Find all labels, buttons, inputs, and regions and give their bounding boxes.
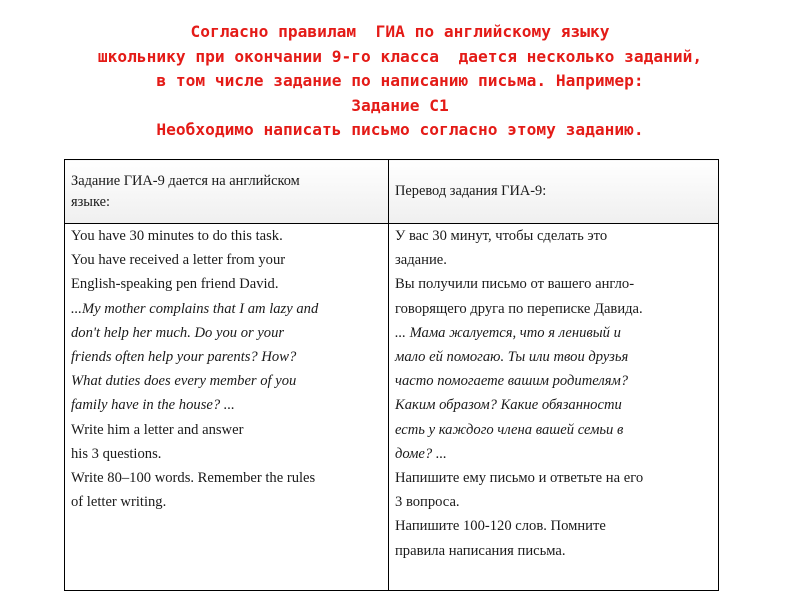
russian-line: задание. bbox=[395, 252, 447, 269]
russian-letter-excerpt-line: часто помогаете вашим родителям? bbox=[395, 373, 629, 390]
english-line: You have received a letter from your bbox=[71, 252, 286, 269]
heading-line-5: Необходимо написать письмо согласно этому заданию. bbox=[156, 120, 644, 140]
russian-line: говорящего друга по переписке Давида. bbox=[395, 300, 643, 317]
english-line: his 3 questions. bbox=[71, 445, 162, 462]
heading-line-1: Согласно правилам ГИА по английскому языку bbox=[190, 22, 610, 41]
russian-letter-excerpt-line: доме? ... bbox=[395, 445, 447, 462]
russian-line: Напишите ему письмо и ответьте на его bbox=[395, 470, 644, 487]
header-left-line-2: языке: bbox=[71, 193, 110, 210]
russian-translation-cell bbox=[389, 224, 719, 591]
russian-line: правила написания письма. bbox=[395, 542, 566, 559]
header-right-cell bbox=[389, 160, 719, 224]
russian-letter-excerpt-line: Каким образом? Какие обязанности bbox=[395, 397, 622, 414]
english-letter-excerpt-line: don't help her much. Do you or your bbox=[71, 324, 285, 341]
header-left-line-1: Задание ГИА-9 дается на английском bbox=[71, 172, 300, 189]
english-letter-excerpt-line: friends often help your parents? How? bbox=[71, 349, 297, 366]
russian-letter-excerpt-line: мало ей помогаю. Ты или твои друзья bbox=[395, 349, 629, 366]
english-letter-excerpt-line: What duties does every member of you bbox=[71, 373, 297, 390]
english-letter-excerpt-line: ...My mother complains that I am lazy and bbox=[71, 300, 319, 317]
russian-line: У вас 30 минут, чтобы сделать это bbox=[395, 228, 608, 244]
heading-line-3: в том числе задание по написанию письма. Например: bbox=[156, 71, 644, 91]
english-line: Write 80–100 words. Remember the rules bbox=[71, 470, 316, 487]
task-table bbox=[64, 159, 719, 591]
heading-line-2: школьнику при окончании 9-го класса дается несколько заданий, bbox=[97, 46, 703, 66]
english-task-cell bbox=[65, 224, 389, 591]
russian-line: Напишите 100-120 слов. Помните bbox=[395, 518, 606, 535]
slide-heading bbox=[0, 20, 800, 143]
table-header-row bbox=[65, 160, 719, 224]
russian-letter-excerpt-line: ... Мама жалуется, что я ленивый и bbox=[395, 324, 621, 341]
header-right-text: Перевод задания ГИА-9: bbox=[395, 183, 547, 199]
table-body-row bbox=[65, 224, 719, 591]
header-left-cell bbox=[65, 160, 389, 224]
english-letter-excerpt-line: family have in the house? ... bbox=[71, 397, 235, 414]
english-line: You have 30 minutes to do this task. bbox=[71, 228, 283, 244]
heading-line-4: Задание С1 bbox=[351, 95, 449, 115]
russian-line: Вы получили письмо от вашего англо- bbox=[395, 276, 635, 293]
english-line: of letter writing. bbox=[71, 494, 167, 511]
english-line: English-speaking pen friend David. bbox=[71, 276, 279, 293]
english-line: Write him a letter and answer bbox=[71, 421, 244, 438]
russian-line: 3 вопроса. bbox=[395, 494, 460, 511]
russian-letter-excerpt-line: есть у каждого члена вашей семьи в bbox=[395, 421, 624, 438]
